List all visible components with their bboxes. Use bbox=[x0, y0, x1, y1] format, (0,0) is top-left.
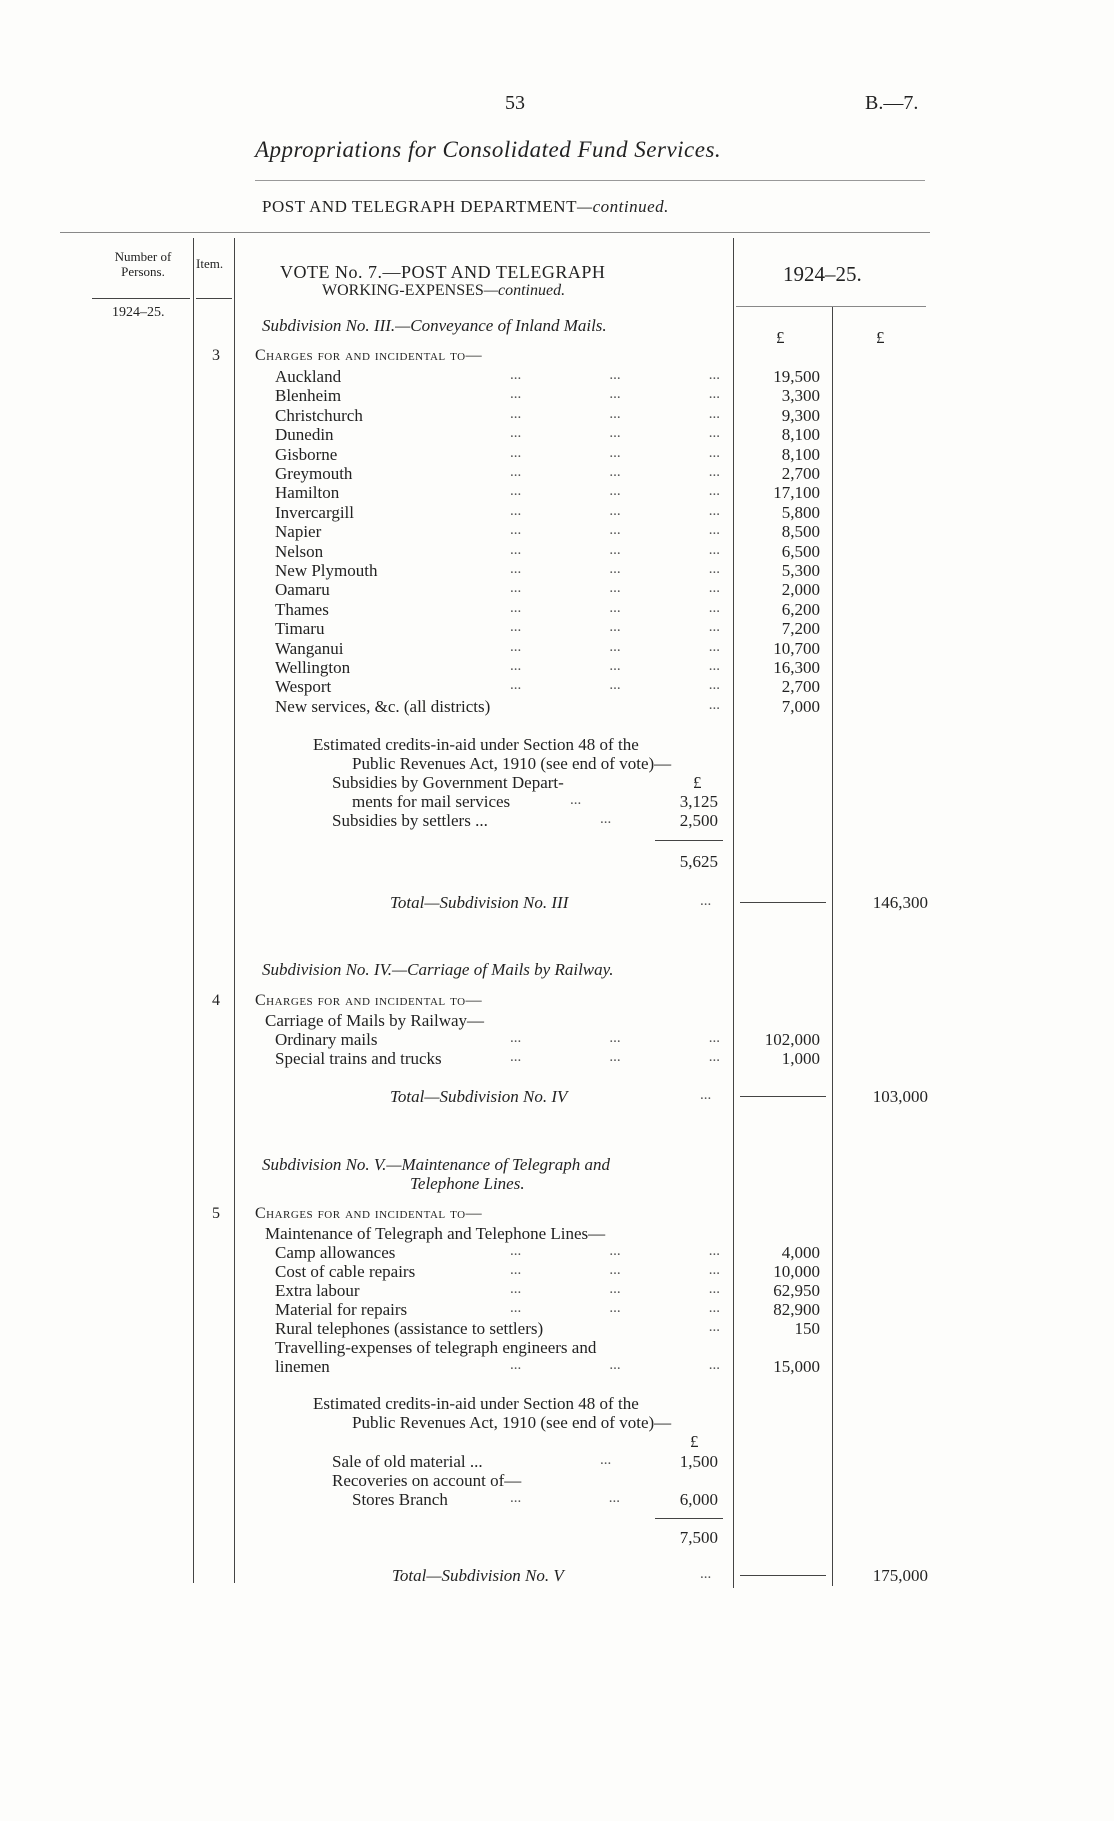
sub3-row-label: Wesport bbox=[275, 677, 332, 697]
item-column-rule bbox=[234, 238, 235, 1583]
sub3-row-amount: 8,100 bbox=[781, 425, 820, 445]
item-number-3: 3 bbox=[212, 347, 220, 364]
sub3-row-label: Napier bbox=[275, 522, 322, 542]
sub3-row-label: Auckland bbox=[275, 367, 342, 386]
travel-expenses-line2: linemen bbox=[275, 1357, 330, 1376]
sub4-row-leader-dots: ... ... ... bbox=[510, 1030, 720, 1046]
subdivision-3-credit-a-dots: ... bbox=[570, 792, 582, 808]
sub3-row-leader-dots: ... ... ... bbox=[510, 619, 720, 636]
subdivision-5-credit-a-dots: ... bbox=[600, 1452, 612, 1468]
subdivision-5-credits-line2: Public Revenues Act, 1910 (see end of vote)— bbox=[352, 1413, 672, 1432]
sub5-row-label: Material for repairs bbox=[275, 1300, 408, 1319]
subdivision-5-heading-line2: Telephone Lines. bbox=[410, 1174, 525, 1193]
sub5-row-label: Extra labour bbox=[275, 1281, 360, 1300]
sub3-row-amount: 5,800 bbox=[781, 502, 820, 522]
sub5-row-amount: 62,950 bbox=[773, 1281, 820, 1300]
subdivision-5-sub-heading: Maintenance of Telegraph and Telephone Lines— bbox=[265, 1224, 606, 1243]
sub3-row-leader-dots: ... ... ... bbox=[510, 386, 720, 403]
sub3-row-leader-dots: ... ... ... bbox=[510, 522, 720, 539]
subdivision-4-sub-heading: Carriage of Mails by Railway— bbox=[265, 1011, 485, 1030]
subdivision-3-charges: Charges for and incidental to— bbox=[255, 347, 483, 364]
subdivision-5-credit-b-amount: 6,000 bbox=[679, 1490, 718, 1509]
persons-column-rule bbox=[193, 238, 194, 1583]
subdivision-3-credit-b-dots: ... bbox=[600, 811, 612, 827]
subdivision-4-total-dots: ... bbox=[700, 1087, 712, 1103]
sub3-row-amount: 16,300 bbox=[773, 658, 820, 677]
sub3-row-amount: 9,300 bbox=[781, 405, 820, 425]
subdivision-5-heading-line1: Subdivision No. V.—Maintenance of Telegraph and bbox=[262, 1155, 611, 1174]
subdivision-5-credit-a: Sale of old material ... bbox=[332, 1452, 483, 1471]
sub3-row-label: New Plymouth bbox=[275, 561, 378, 580]
travel-expenses-text: Travelling-expenses of telegraph engineers and bbox=[275, 1338, 597, 1357]
subdivision-3-credit-total: 5,625 bbox=[679, 852, 718, 871]
year-header-left: 1924–25. bbox=[112, 305, 165, 320]
vote-subtitle-continued: —continued. bbox=[483, 282, 566, 299]
sub3-row-amount: 5,300 bbox=[781, 561, 820, 580]
sub3-row-amount: 7,000 bbox=[781, 696, 820, 716]
year-header-rule bbox=[736, 306, 926, 307]
sub3-row-amount: 2,700 bbox=[781, 464, 820, 483]
sub5-row-label: Rural telephones (assistance to settlers) bbox=[275, 1319, 544, 1338]
travel-expenses-line1 bbox=[275, 1338, 723, 1358]
sub3-row-label: Dunedin bbox=[275, 425, 334, 445]
sub3-row-label: Wanganui bbox=[275, 638, 344, 658]
subdivision-3-credits-line2: Public Revenues Act, 1910 (see end of vote)— bbox=[352, 754, 672, 773]
sub3-row-leader-dots: ... ... ... bbox=[510, 580, 720, 597]
department-heading bbox=[262, 197, 669, 217]
sub3-row-amount: 2,700 bbox=[781, 677, 820, 697]
subdivision-5-credit-total: 7,500 bbox=[679, 1528, 718, 1547]
subdivision-3-credit-a-amount: 3,125 bbox=[679, 792, 718, 811]
table-top-rule bbox=[60, 232, 930, 233]
vote-title: VOTE No. 7.—POST AND TELEGRAPH bbox=[280, 262, 606, 282]
subdivision-3-total-label: Total—Subdivision No. III bbox=[390, 893, 569, 912]
subdivision-5-total-dots: ... bbox=[700, 1566, 712, 1582]
subdivision-3-heading: Subdivision No. III.—Conveyance of Inland Mails. bbox=[262, 316, 607, 335]
sub3-row-label: Oamaru bbox=[275, 580, 330, 600]
subdivision-5-credit-rule bbox=[655, 1518, 723, 1519]
sub3-row-amount: 10,700 bbox=[773, 638, 820, 658]
sub3-row-leader-dots: ... ... ... bbox=[510, 425, 720, 442]
sub3-row-label: Nelson bbox=[275, 541, 324, 561]
sub5-row-label: Camp allowances bbox=[275, 1243, 396, 1262]
subdivision-3-credit-b-amount: 2,500 bbox=[679, 811, 718, 830]
subdivision-3-credit-b: Subsidies by settlers ... bbox=[332, 811, 488, 830]
sub3-row-amount: 6,200 bbox=[781, 599, 820, 619]
subdivision-5-total-dash bbox=[740, 1575, 826, 1576]
sub5-row-leader-dots: ... ... ... bbox=[510, 1262, 720, 1278]
year-header-right: 1924–25. bbox=[783, 262, 862, 286]
subdivision-5-credit-pound: £ bbox=[690, 1432, 699, 1451]
subdivision-5-credit-b-dots: ... ... bbox=[510, 1490, 620, 1506]
pound-sign-amount-column: £ bbox=[776, 328, 785, 347]
pound-sign-total-column: £ bbox=[876, 328, 885, 347]
sub3-row-amount: 7,200 bbox=[781, 619, 820, 639]
sub4-row-leader-dots: ... ... ... bbox=[510, 1049, 720, 1065]
subdivision-5-credits-line1: Estimated credits-in-aid under Section 48 of the bbox=[313, 1394, 639, 1413]
sub3-row-leader-dots: ... ... ... bbox=[510, 502, 720, 519]
sub3-row-amount: 8,100 bbox=[781, 444, 820, 464]
sub3-row-leader-dots: ... ... ... bbox=[510, 658, 720, 674]
subdivision-5-charges: Charges for and incidental to— bbox=[255, 1205, 483, 1222]
sub4-row-label: Special trains and trucks bbox=[275, 1049, 442, 1068]
item-number-4: 4 bbox=[212, 992, 220, 1009]
sub5-row-amount: 82,900 bbox=[773, 1300, 820, 1319]
subdivision-3-total: 146,300 bbox=[872, 893, 928, 912]
subdivision-4-total-dash bbox=[740, 1096, 826, 1097]
subdivision-5-credit-b-line2: Stores Branch bbox=[352, 1490, 448, 1509]
sub3-row-leader-dots: ... ... ... bbox=[510, 405, 720, 422]
subdivision-5-total: 175,000 bbox=[872, 1566, 928, 1585]
sub3-row-amount: 2,000 bbox=[781, 580, 820, 600]
subdivision-5-credit-b-line1: Recoveries on account of— bbox=[332, 1471, 522, 1490]
subdivision-3-credit-a-line2: ments for mail services bbox=[352, 792, 511, 811]
department-continued: —continued. bbox=[576, 197, 669, 216]
sub3-row-label: Gisborne bbox=[275, 444, 338, 464]
vote-subtitle bbox=[322, 282, 565, 300]
subdivision-5-total-label: Total—Subdivision No. V bbox=[392, 1566, 564, 1585]
sub3-row-leader-dots: ... ... ... bbox=[510, 599, 720, 616]
vote-subtitle-text: WORKING-EXPENSES bbox=[322, 282, 484, 299]
sub3-row-leader-dots: ... bbox=[708, 696, 720, 713]
subdivision-3-credit-rule bbox=[655, 840, 723, 841]
sub3-row-amount: 6,500 bbox=[781, 541, 820, 561]
sub3-row-leader-dots: ... ... ... bbox=[510, 561, 720, 577]
sub5-row-amount: 4,000 bbox=[781, 1243, 820, 1262]
item-header: Item. bbox=[196, 256, 224, 271]
sub3-row-label: Wellington bbox=[275, 658, 351, 677]
sub5-row-leader-dots: ... bbox=[708, 1319, 720, 1335]
sub4-row-label: Ordinary mails bbox=[275, 1030, 378, 1049]
sub3-row-label: Invercargill bbox=[275, 502, 354, 522]
page-number: 53 bbox=[505, 92, 525, 114]
sub3-row-leader-dots: ... ... ... bbox=[510, 444, 720, 461]
sub5-row-leader-dots: ... ... ... bbox=[510, 1243, 720, 1259]
sub3-row-label: Thames bbox=[275, 599, 329, 619]
sub3-row-amount: 3,300 bbox=[781, 386, 820, 406]
sub5-row-amount: 150 bbox=[794, 1319, 820, 1338]
sub3-row-leader-dots: ... ... ... bbox=[510, 464, 720, 480]
sub3-row-amount: 17,100 bbox=[773, 483, 820, 503]
sub5-row-leader-dots: ... ... ... bbox=[510, 1300, 720, 1316]
sub3-row-leader-dots: ... ... ... bbox=[510, 541, 720, 558]
total-column-rule bbox=[832, 306, 833, 1586]
number-of-persons-header: Number of Persons. bbox=[114, 249, 172, 279]
sub3-row-amount: 8,500 bbox=[781, 522, 820, 542]
subdivision-4-total-label: Total—Subdivision No. IV bbox=[390, 1087, 568, 1106]
subdivision-3-credit-a-line1: Subsidies by Government Depart- bbox=[332, 773, 564, 792]
subdivision-4-heading: Subdivision No. IV.—Carriage of Mails by Railway. bbox=[262, 960, 614, 979]
sub5-row-leader-dots: ... ... ... bbox=[510, 1281, 720, 1297]
subdivision-4-charges: Charges for and incidental to— bbox=[255, 992, 483, 1009]
sub3-row-leader-dots: ... ... ... bbox=[510, 677, 720, 694]
travel-expenses-dots: ... ... ... bbox=[510, 1357, 720, 1373]
subdivision-3-total-dash bbox=[740, 902, 826, 903]
subdivision-3-credit-pound: £ bbox=[693, 773, 702, 792]
persons-header-rule bbox=[92, 298, 190, 299]
subdivision-3-total-dots: ... bbox=[700, 893, 712, 909]
document-reference: B.—7. bbox=[865, 92, 919, 114]
sub5-row-amount: 10,000 bbox=[773, 1262, 820, 1281]
sub5-row-label: Cost of cable repairs bbox=[275, 1262, 416, 1281]
sub4-row-amount: 102,000 bbox=[764, 1030, 820, 1049]
sub3-row-label: Blenheim bbox=[275, 386, 342, 406]
subdivision-3-credits-line1: Estimated credits-in-aid under Section 48 of the bbox=[313, 735, 639, 754]
page-title: Appropriations for Consolidated Fund Services. bbox=[255, 137, 722, 162]
title-rule bbox=[255, 180, 925, 181]
item-header-rule bbox=[196, 298, 232, 299]
department-name: POST AND TELEGRAPH DEPARTMENT bbox=[262, 197, 577, 216]
item-number-5: 5 bbox=[212, 1205, 220, 1222]
subdivision-4-total: 103,000 bbox=[872, 1087, 928, 1106]
sub3-row-amount: 19,500 bbox=[773, 367, 820, 386]
sub3-row-leader-dots: ... ... ... bbox=[510, 367, 720, 383]
subdivision-5-credit-a-amount: 1,500 bbox=[679, 1452, 718, 1471]
travel-expenses-amount: 15,000 bbox=[773, 1357, 820, 1376]
sub3-row-leader-dots: ... ... ... bbox=[510, 483, 720, 500]
sub4-row-amount: 1,000 bbox=[781, 1049, 820, 1068]
sub3-row-label: Christchurch bbox=[275, 405, 363, 425]
sub3-row-label: Hamilton bbox=[275, 483, 340, 503]
sub3-row-label: Timaru bbox=[275, 619, 325, 639]
sub3-row-label: New services, &c. (all districts) bbox=[275, 696, 491, 716]
sub3-row-leader-dots: ... ... ... bbox=[510, 638, 720, 655]
sub3-row-label: Greymouth bbox=[275, 464, 353, 483]
